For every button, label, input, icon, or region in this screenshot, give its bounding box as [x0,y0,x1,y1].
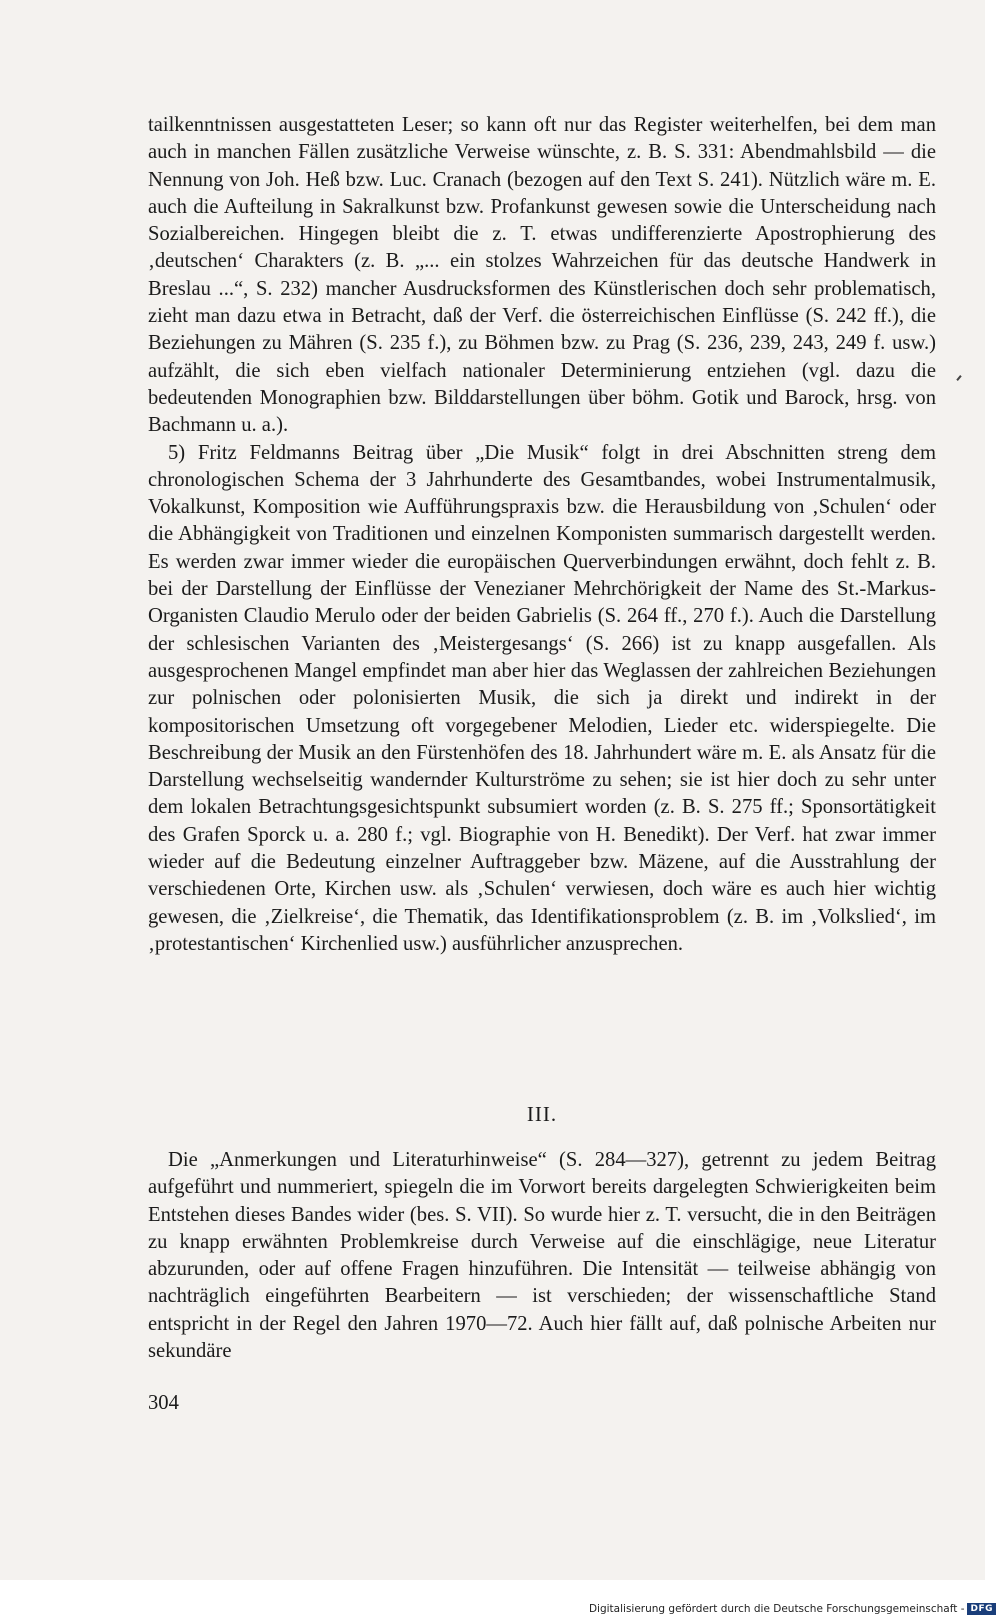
footer-text: Digitalisierung gefördert durch die Deutsche Forschungsgemeinschaft - [588,1603,965,1615]
paragraph-music: 5) Fritz Feldmanns Beitrag über „Die Musik“ folgt in drei Abschnitten streng dem chronologischen Schema der 3 Jahrhunderte des Gesamtbandes, wobei Instrumentalmusik, Vokalkunst, Komposition wie Aufführungspraxis bzw. die Herausbildung von ‚Schulen‘ oder die Abhängigkeit von Traditionen und einzelnen Komponisten summarisch dargestellt werden. Es werden zwar immer wieder die europäischen Querverbindungen erwähnt, doch fehlt z. B. bei der Darstellung der Einflüsse der Venezianer Mehrchörigkeit der Name des St.-Markus-Organisten Claudio Merulo oder der beiden Gabrielis (S. 264 ff., 270 f.). Auch die Darstellung der schlesischen Varianten des ‚Meistergesangs‘ (S. 266) ist zu knapp ausgefallen. Als ausgesprochenen Mangel empfindet man aber hier das Weglassen der zahlreichen Beziehungen zur polnischen oder polonisierten Musik, die sich ja direkt und indirekt in der kompositorischen Umsetzung oft vorgegebener Melodien, Lieder etc. widerspiegelte. Die Beschreibung der Musik an den Fürstenhöfen des 18. Jahrhundert wäre m. E. als Ansatz für die Darstellung wechselseitig wandernder Kulturströme zu sehen; sie ist hier doch zu sehr unter dem lokalen Betrachtungsgesichtspunkt subsumiert worden (z. B. S. 275 ff.; Sponsortätigkeit des Grafen Sporck u. a. 280 f.; vgl. Biographie von H. Benedikt). Der Verf. hat zwar immer wieder auf die Bedeutung einzelner Auftraggeber bzw. Mäzene, auf die Ausstrahlung der verschiedenen Orte, Kirchen usw. als ‚Schulen‘ verwiesen, doch wäre es auch hier wichtig gewesen, die ‚Zielkreise‘, die Thematik, das Identifikationsproblem (z. B. im ‚Volkslied‘, im ‚protestantischen‘ Kirchenlied usw.) ausführlicher anzusprechen. [148,441,936,955]
paragraph-continued: tailkenntnissen ausgestatteten Leser; so kann oft nur das Register weiterhelfen, bei dem man auch in manchen Fällen zusätzliche Verweise wünschte, z. B. S. 331: Abendmahlsbild — die Nennung von Joh. Heß bzw. Luc. Cranach (bezogen auf den Text S. 241). Nützlich wäre m. E. auch die Aufteilung in Sakralkunst bzw. Profankunst gewesen sowie die Unterscheidung nach Sozialbereichen. Hingegen bleibt die z. T. etwas undifferenzierte Apostrophierung des ‚deutschen‘ Charakters (z. B. „... ein stolzes Wahrzeichen für das deutsche Handwerk in Breslau ...“, S. 232) mancher Ausdrucksformen des Künstlerischen doch sehr problematisch, zieht man dazu etwa in Betracht, daß der Verf. die österreichischen Einflüsse (S. 242 ff.), die Beziehungen zu Mähren (S. 235 f.), zu Böhmen bzw. zu Prag (S. 236, 239, 243, 249 f. usw.) aufzählt, die sich eben vielfach nationaler Determinierung entziehen (vgl. dazu die bedeutenden Monographien bzw. Bilddarstellungen über böhm. Gotik und Barock, hrsg. von Bachmann u. a.). [148,114,936,437]
dfg-logo: DFG [967,1603,996,1615]
digitization-footer [589,1603,996,1615]
section-heading: III. [526,1102,558,1126]
section-text [148,1147,936,1365]
paragraph-annotations: Die „Anmerkungen und Literaturhinweise“ (S. 284—327), getrennt zu jedem Beitrag aufgeführt und nummeriert, spiegeln die im Vorwort bereits dargelegten Schwierigkeiten beim Entstehen dieses Bandes wider (bes. S. VII). So wurde hier z. T. versucht, die in den Beiträgen zu knapp erwähnten Problemkreise durch Verweise auf die einschlägige, neue Literatur abzurunden, oder auf offene Fragen hinzuführen. Die Intensität — teilweise abhängig von nachträglich eingeführten Bearbeitern — ist verschieden; der wissenschaftliche Stand entspricht in der Regel den Jahren 1970—72. Auch hier fällt auf, daß polnische Arbeiten nur sekundäre [148,1149,936,1363]
main-text [148,112,936,958]
page-number: 304 [148,1392,179,1414]
page-edge [985,0,1000,1590]
